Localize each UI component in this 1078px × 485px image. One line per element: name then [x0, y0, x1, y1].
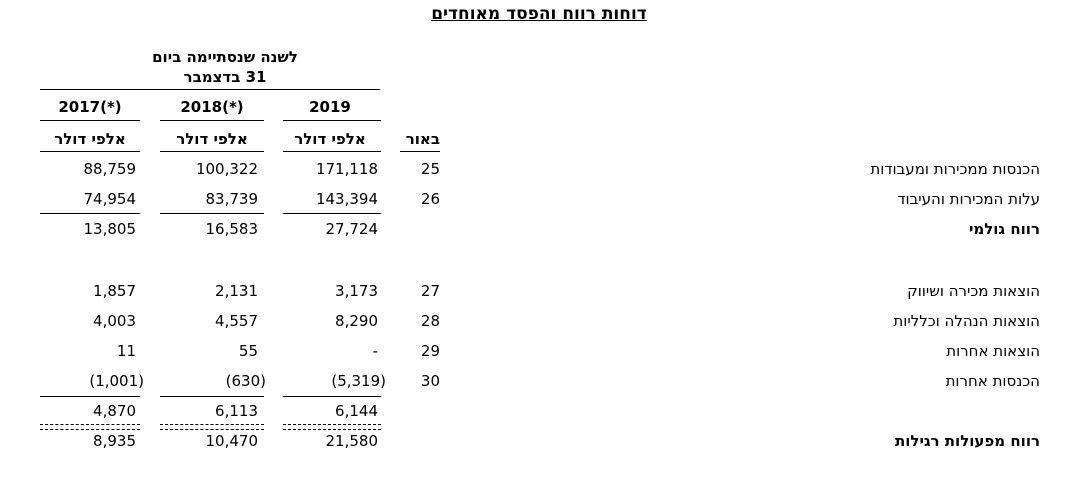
value-2018: 6,113	[215, 402, 258, 420]
row-note: 29	[420, 342, 440, 360]
value-2019: 143,394	[315, 190, 378, 208]
value-2018: (630)	[225, 372, 266, 390]
total-dashed-line-2018	[160, 429, 264, 430]
total-dashed-line-2019	[283, 429, 381, 430]
value-2019: -	[372, 342, 378, 360]
unit-header-2018: אלפי דולר	[176, 130, 248, 148]
row-label-operating-profit: רווח מפעולות רגילות	[894, 432, 1040, 450]
unit-underline-2018	[160, 151, 264, 152]
value-2019: 27,724	[325, 220, 378, 238]
row-label-selling-expenses: הוצאות מכירה ושיווק	[907, 282, 1040, 300]
value-2019: 8,290	[335, 312, 378, 330]
value-2018: 10,470	[205, 432, 258, 450]
year-header-2019: 2019	[309, 98, 351, 116]
value-2019: 21,580	[325, 432, 378, 450]
row-note: 25	[420, 160, 440, 178]
value-2017: 74,954	[83, 190, 136, 208]
subtotal-line-2019	[283, 396, 381, 397]
value-2019: 6,144	[335, 402, 378, 420]
value-2017: 13,805	[83, 220, 136, 238]
value-2018: 55	[238, 342, 258, 360]
value-2018: 2,131	[215, 282, 258, 300]
total-dashed-line-2017	[40, 429, 140, 430]
year-underline-2019	[283, 120, 381, 121]
value-2018: 83,739	[205, 190, 258, 208]
value-2017: 11	[116, 342, 136, 360]
value-2018: 100,322	[195, 160, 258, 178]
value-2017: 88,759	[83, 160, 136, 178]
value-2017: 4,003	[93, 312, 136, 330]
row-note: 27	[420, 282, 440, 300]
statement-title: דוחות רווח והפסד מאוחדים	[431, 4, 647, 24]
value-2018: 4,557	[215, 312, 258, 330]
subtotal-line-2017	[40, 213, 140, 214]
total-dashed-line-2017	[40, 424, 140, 425]
year-header-2017: 2017(*)	[58, 98, 122, 116]
year-header-2018: 2018(*)	[180, 98, 244, 116]
value-2017: 1,857	[93, 282, 136, 300]
value-2017: 4,870	[93, 402, 136, 420]
value-2019: 3,173	[335, 282, 378, 300]
value-2019: 171,118	[315, 160, 378, 178]
note-header: באור	[405, 130, 440, 148]
row-note: 26	[420, 190, 440, 208]
row-label-other-expenses: הוצאות אחרות	[946, 342, 1040, 360]
period-header-line1: לשנה שנסתיימה ביום	[152, 48, 298, 66]
row-note: 28	[420, 312, 440, 330]
subtotal-line-2017	[40, 396, 140, 397]
unit-underline-2019	[283, 151, 381, 152]
value-2018: 16,583	[205, 220, 258, 238]
period-header-line2: 31 בדצמבר	[183, 68, 267, 86]
total-dashed-line-2019	[283, 424, 381, 425]
unit-header-2019: אלפי דולר	[294, 130, 366, 148]
total-dashed-line-2018	[160, 424, 264, 425]
unit-underline-2017	[40, 151, 140, 152]
subtotal-line-2019	[283, 213, 381, 214]
period-underline	[40, 89, 380, 90]
unit-header-2017: אלפי דולר	[54, 130, 126, 148]
subtotal-line-2018	[160, 396, 264, 397]
year-underline-2017	[40, 120, 140, 121]
row-label-admin-expenses: הוצאות הנהלה וכלליות	[893, 312, 1040, 330]
row-label-other-income: הכנסות אחרות	[945, 372, 1040, 390]
row-label-cost-of-sales: עלות המכירות והעיבוד	[897, 190, 1040, 208]
year-underline-2018	[160, 120, 264, 121]
value-2017: (1,001)	[89, 372, 144, 390]
value-2019: (5,319)	[331, 372, 386, 390]
row-label-gross-profit: רווח גולמי	[968, 220, 1040, 238]
value-2017: 8,935	[93, 432, 136, 450]
note-underline	[400, 151, 440, 152]
row-note: 30	[420, 372, 440, 390]
subtotal-line-2018	[160, 213, 264, 214]
row-label-revenue: הכנסות ממכירות ומעבודות	[870, 160, 1040, 178]
